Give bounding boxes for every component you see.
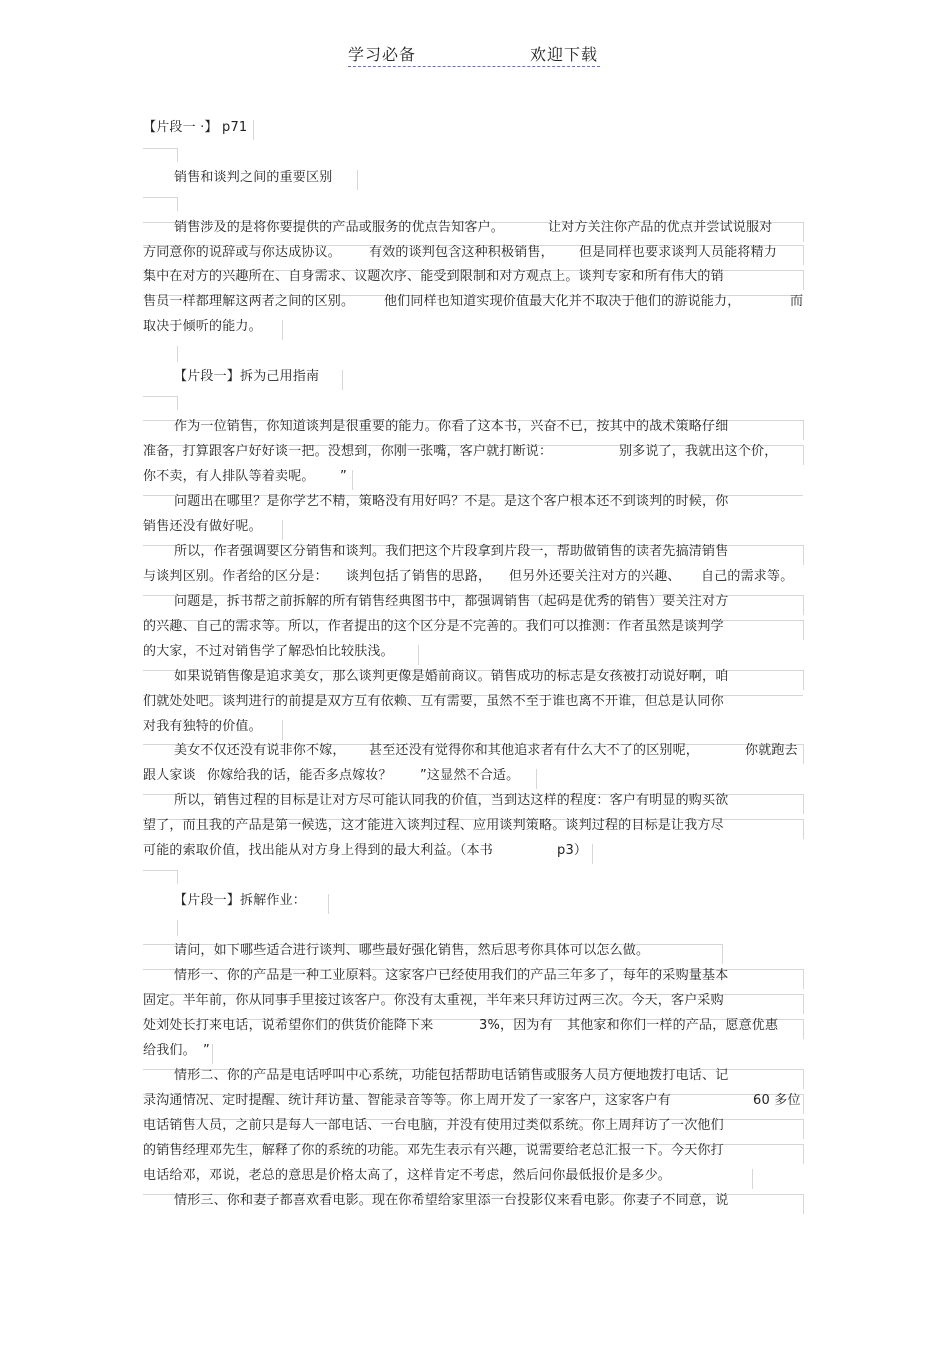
text-line: ”这显然不合适。	[420, 768, 520, 783]
text-line: 对我有独特的价值。	[143, 719, 262, 734]
text-line: 销售和谈判之间的重要区别	[174, 170, 333, 185]
text-line: 你就跑去	[745, 743, 798, 758]
text-line: 可能的索取价值，找出能从对方身上得到的最大利益。（本书	[143, 843, 493, 858]
text-line: 情形三、你和妻子都喜欢看电影。现在你希望给家里添一台投影仪来看电影。你妻子不同意，说	[174, 1193, 729, 1208]
text-line: 售员一样都理解这两者之间的区别。	[143, 294, 355, 309]
text-line: 【片段一】拆解作业：	[174, 893, 307, 908]
text-line: 如果说销售像是追求美女，那么谈判更像是婚前商议。销售成功的标志是女孩被打动说好啊，咱	[174, 669, 729, 684]
text-line: 望了，而且我的产品是第一候选，这才能进入谈判过程、应用谈判策略。谈判过程的目标是让我方尽	[143, 818, 724, 833]
text-line: 让对方关注你产品的优点并尝试说服对	[548, 220, 773, 235]
text-line: 自己的需求等。	[701, 569, 794, 584]
text-line: 处刘处长打来电话，说希望你们的供货价能降下来	[143, 1018, 434, 1033]
text-line: 所以，销售过程的目标是让对方尽可能认同我的价值，当到达这样的程度：客户有明显的购买欲	[174, 793, 729, 808]
text-line: 情形一、你的产品是一种工业原料。这家客户已经使用我们的产品三年多了，每年的采购量基本	[174, 968, 729, 983]
text-line: 问题是，拆书帮之前拆解的所有销售经典图书中，都强调销售（起码是优秀的销售）要关注对方	[174, 594, 729, 609]
text-line: 电话销售人员，之前只是每人一部电话、一台电脑，并没有使用过类似系统。你上周拜访了一次他们	[143, 1118, 724, 1133]
text-line: 甚至还没有觉得你和其他追求者有什么大不了的区别呢，	[369, 743, 700, 758]
text-line: 给我们。	[143, 1043, 196, 1058]
text-line: 问题出在哪里？是你学艺不精，策略没有用好吗？不是。是这个客户根本还不到谈判的时候，你	[174, 494, 729, 509]
text-line: 作为一位销售，你知道谈判是很重要的能力。你看了这本书，兴奋不已，按其中的战术策略仔细	[174, 419, 729, 434]
text-line: 别多说了，我就出这个价，	[619, 444, 778, 459]
header-left-text: 学习必备	[348, 45, 417, 64]
text-line: 但是同样也要求谈判人员能将精力	[579, 245, 778, 260]
text-line: 销售还没有做好呢。	[143, 519, 262, 534]
text-line: 销售涉及的是将你要提供的产品或服务的优点告知客户。	[174, 220, 505, 235]
text-line: 【片段一 ·】 p71	[143, 120, 248, 135]
text-line: 录沟通情况、定时提醒、统计拜访量、智能录音等等。你上周开发了一家客户，这家客户有	[143, 1093, 672, 1108]
text-line: 3%，因为有	[479, 1018, 553, 1033]
text-line: 有效的谈判包含这种积极销售，	[369, 245, 554, 260]
text-line: 所以，作者强调要区分销售和谈判。我们把这个片段拿到片段一，帮助做销售的读者先搞清销售	[174, 544, 729, 559]
header-right-text: 欢迎下载	[529, 45, 598, 64]
text-line: 们就处处吧。谈判进行的前提是双方互有依赖、互有需要，虽然不至于谁也离不开谁，但总是认同你	[143, 694, 724, 709]
text-line: 美女不仅还没有说非你不嫁，	[174, 743, 346, 758]
page-header	[348, 40, 600, 67]
text-line: 方同意你的说辞或与你达成协议。	[143, 245, 342, 260]
text-line: 准备，打算跟客户好好谈一把。没想到，你刚一张嘴，客户就打断说：	[143, 444, 553, 459]
text-line: ”	[340, 469, 347, 484]
text-line: 请问，如下哪些适合进行谈判、哪些最好强化销售，然后思考你具体可以怎么做。	[174, 943, 650, 958]
text-line: 取决于倾听的能力。	[143, 319, 262, 334]
text-line: 60 多位	[753, 1093, 801, 1108]
text-line: 电话给邓，邓说，老总的意思是价格太高了，这样肯定不考虑，然后问你最低报价是多少。	[143, 1168, 672, 1183]
text-line: p3）	[557, 843, 588, 858]
text-line: ”	[203, 1043, 210, 1058]
text-line: 【片段一】拆为己用指南	[174, 369, 320, 384]
text-line: 情形二、你的产品是电话呼叫中心系统，功能包括帮助电话销售或服务人员方便地拨打电话、记	[174, 1068, 729, 1083]
text-line: 的销售经理邓先生，解释了你的系统的功能。邓先生表示有兴趣，说需要给老总汇报一下。今天你打	[143, 1143, 724, 1158]
text-line: 固定。半年前，你从同事手里接过该客户。你没有太重视，半年来只拜访过两三次。今天，客户采购	[143, 993, 724, 1008]
text-line: 与谈判区别。作者给的区分是：	[143, 569, 328, 584]
text-line: 你嫁给我的话，能否多点嫁妆？	[207, 768, 392, 783]
text-line: 的兴趣、自己的需求等。所以，作者提出的这个区分是不完善的。我们可以推测：作者虽然是谈判学	[143, 619, 724, 634]
text-line: 而	[790, 294, 804, 309]
text-line: 他们同样也知道实现价值最大化并不取决于他们的游说能力，	[384, 294, 741, 309]
text-line: 集中在对方的兴趣所在、自身需求、议题次序、能受到限制和对方观点上。谈判专家和所有伟大的销	[143, 269, 724, 284]
text-line: 你不卖，有人排队等着卖呢。	[143, 469, 315, 484]
text-line: 的大家，不过对销售学了解恐怕比较肤浅。	[143, 644, 394, 659]
text-line: 跟人家谈	[143, 768, 196, 783]
text-line: 谈判包括了销售的思路，	[346, 569, 492, 584]
text-line: 但另外还要关注对方的兴趣、	[509, 569, 681, 584]
text-line: 其他家和你们一样的产品，愿意优惠	[567, 1018, 779, 1033]
